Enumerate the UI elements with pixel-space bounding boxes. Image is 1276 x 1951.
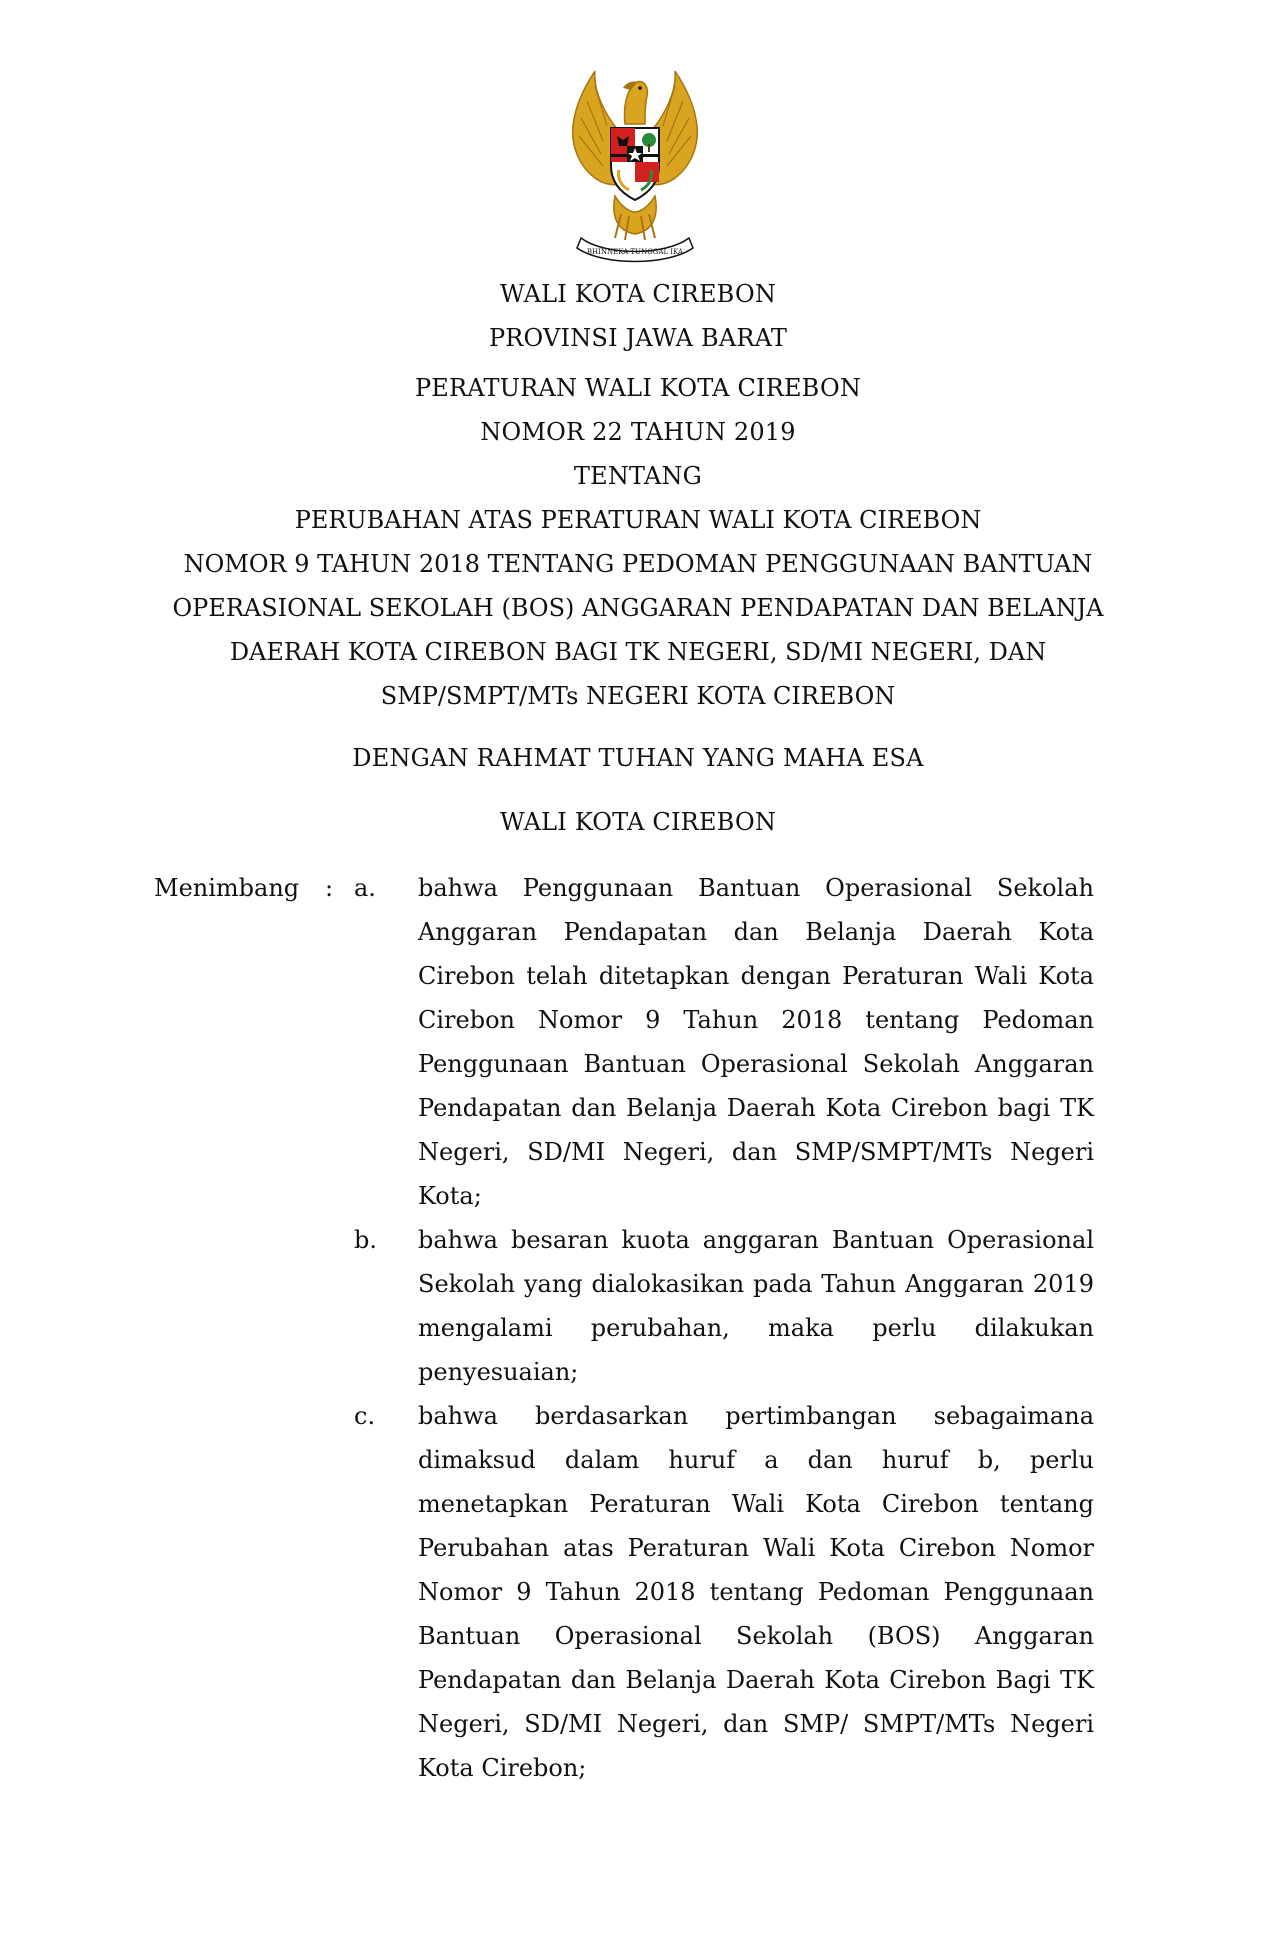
item-letter: b.: [354, 1226, 377, 1254]
item-letter: a.: [354, 874, 376, 902]
considering-item-a: [354, 866, 1094, 1218]
considering-item-b: [354, 1218, 1094, 1394]
issuer-title: WALI KOTA CIREBON: [499, 280, 777, 308]
subject-line: SMP/SMPT/MTs NEGERI KOTA CIREBON: [380, 682, 896, 710]
subject-line: DAERAH KOTA CIREBON BAGI TK NEGERI, SD/MI NEGERI, DAN: [229, 638, 1047, 666]
emblem-motto: BHINNEKA TUNGGAL IKA: [586, 248, 684, 256]
considering-label: Menimbang: [154, 874, 300, 902]
item-text: bahwa besaran kuota anggaran Bantuan Operasional Sekolah yang dialokasikan pada Tahun Anggaran 2019 mengalami perubahan, maka perlu dilakukan penyesuaian;: [418, 1226, 1094, 1386]
regulation-subject: [100, 498, 1176, 718]
considering-item-c: [354, 1394, 1094, 1790]
regulation-number: NOMOR 22 TAHUN 2019: [480, 418, 796, 446]
item-letter: c.: [354, 1402, 376, 1430]
subject-line: NOMOR 9 TAHUN 2018 TENTANG PEDOMAN PENGGUNAAN BANTUAN: [183, 550, 1093, 578]
garuda-emblem-icon: [545, 66, 725, 266]
item-text: bahwa berdasarkan pertimbangan sebagaimana dimaksud dalam huruf a dan huruf b, perlu menetapkan Peraturan Wali Kota Cirebon tentang Perubahan atas Peraturan Wali Kota Cirebon Nomor Nomor 9 Tahun 2018 tentang Pedoman Penggunaan Bantuan Operasional Sekolah (BOS) Anggaran Pendapatan dan Belanja Daerah Kota Cirebon Bagi TK Negeri, SD/MI Negeri, dan SMP/ SMPT/MTs Negeri Kota Cirebon;: [418, 1402, 1094, 1782]
item-text: bahwa Penggunaan Bantuan Operasional Sekolah Anggaran Pendapatan dan Belanja Daerah Kota Cirebon telah ditetapkan dengan Peraturan Wali Kota Cirebon Nomor 9 Tahun 2018 tentang Pedoman Penggunaan Bantuan Operasional Sekolah Anggaran Pendapatan dan Belanja Daerah Kota Cirebon bagi TK Negeri, SD/MI Negeri, dan SMP/SMPT/MTs Negeri Kota;: [418, 874, 1094, 1210]
authority-line: WALI KOTA CIREBON: [499, 808, 777, 836]
about-label: TENTANG: [573, 462, 703, 490]
regulation-title: PERATURAN WALI KOTA CIREBON: [414, 374, 862, 402]
subject-line: PERUBAHAN ATAS PERATURAN WALI KOTA CIREBON: [294, 506, 982, 534]
blessing-line: DENGAN RAHMAT TUHAN YANG MAHA ESA: [352, 744, 924, 772]
subject-line: OPERASIONAL SEKOLAH (BOS) ANGGARAN PENDAPATAN DAN BELANJA: [172, 594, 1104, 622]
province-title: PROVINSI JAWA BARAT: [488, 324, 788, 352]
considering-colon: :: [325, 874, 334, 902]
